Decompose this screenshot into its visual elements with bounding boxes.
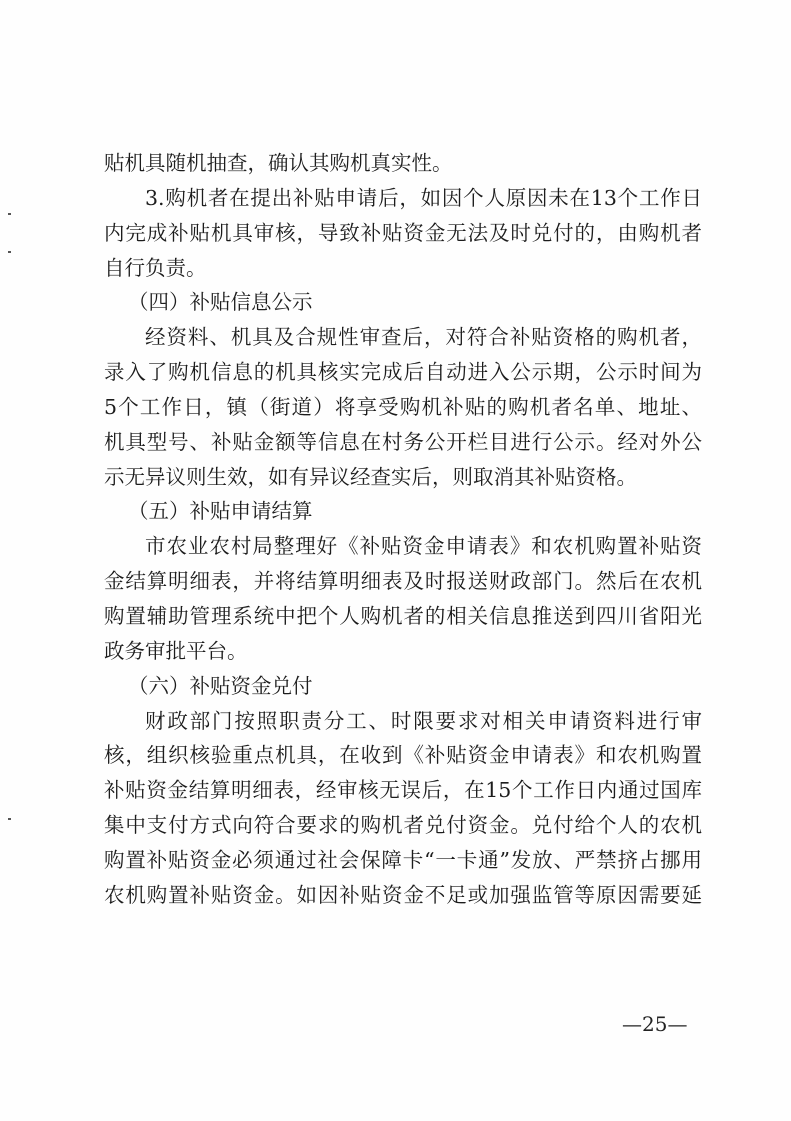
section-heading: （四）补贴信息公示 bbox=[128, 290, 313, 315]
body-text-line: 市农业农村局整理好《补贴资金申请表》和农机购置补贴资 bbox=[145, 534, 702, 559]
body-text-line: 机具型号、补贴金额等信息在村务公开栏目进行公示。经对外公 bbox=[104, 429, 702, 454]
body-text-line: 政务审批平台。 bbox=[104, 638, 248, 663]
body-text-line: 补贴资金结算明细表，经审核无误后，在15个工作日内通过国库 bbox=[104, 778, 702, 803]
body-text-line: 购置辅助管理系统中把个人购机者的相关信息推送到四川省阳光 bbox=[104, 603, 702, 628]
body-text-line: 经资料、机具及合规性审查后，对符合补贴资格的购机者， bbox=[145, 325, 702, 350]
body-text-line: 5个工作日，镇（街道）将享受购机补贴的购机者名单、地址、 bbox=[104, 394, 702, 419]
body-text-line: 购置补贴资金必须通过社会保障卡“一卡通”发放、严禁挤占挪用 bbox=[104, 847, 702, 872]
section-heading: （五）补贴申请结算 bbox=[128, 499, 313, 524]
document-body bbox=[104, 146, 702, 913]
section-heading: （六）补贴资金兑付 bbox=[128, 673, 313, 698]
body-text-line: 金结算明细表，并将结算明细表及时报送财政部门。然后在农机 bbox=[104, 569, 702, 594]
scan-mark bbox=[8, 213, 11, 215]
body-text-line: 农机购置补贴资金。如因补贴资金不足或加强监管等原因需要延 bbox=[104, 882, 702, 907]
body-text-line: 内完成补贴机具审核，导致补贴资金无法及时兑付的，由购机者 bbox=[104, 220, 702, 245]
body-text-line: 集中支付方式向符合要求的购机者兑付资金。兑付给个人的农机 bbox=[104, 813, 702, 838]
body-text-line: 财政部门按照职责分工、时限要求对相关申请资料进行审 bbox=[145, 708, 702, 733]
body-text-line: 自行负责。 bbox=[104, 255, 207, 280]
body-text-line: 贴机具随机抽查，确认其购机真实性。 bbox=[104, 151, 453, 175]
scan-mark bbox=[8, 251, 11, 253]
body-text-line: 核，组织核验重点机具，在收到《补贴资金申请表》和农机购置 bbox=[104, 743, 702, 768]
body-text-line: 录入了购机信息的机具核实完成后自动进入公示期，公示时间为 bbox=[104, 360, 702, 385]
body-text-line: 示无异议则生效，如有异议经查实后，则取消其补贴资格。 bbox=[104, 464, 637, 489]
page-number: —25— bbox=[622, 1012, 688, 1036]
scan-mark bbox=[8, 818, 11, 820]
body-text-line: 3.购机者在提出补贴申请后，如因个人原因未在13个工作日 bbox=[145, 185, 702, 210]
